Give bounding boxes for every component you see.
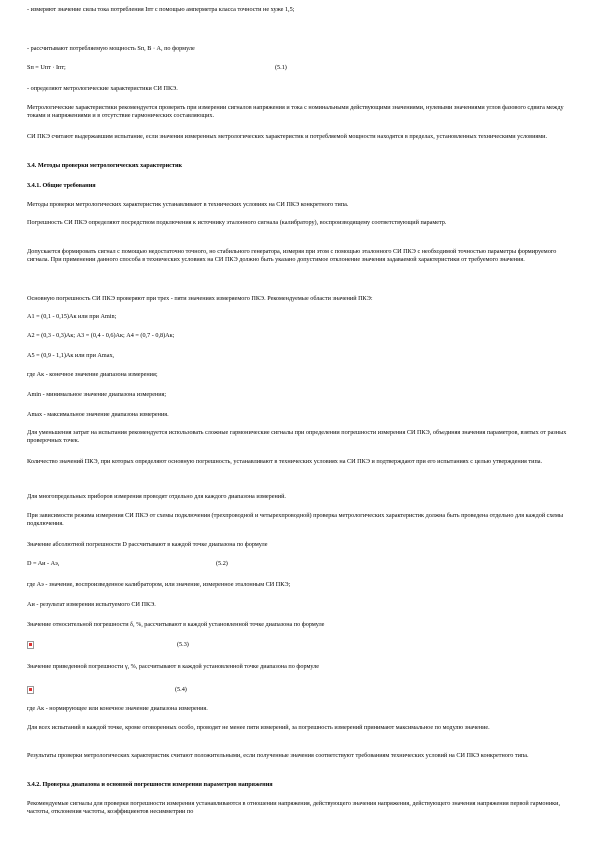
paragraph: СИ ПКЭ считают выдержавшим испытание, если значения измеренных метрологических характеристик и потребляемой мощности находятся в пределах, установленных техническими условиями. [27, 133, 548, 140]
paragraph: Допускается формировать сигнал с помощью недостаточно точного, но стабильного генератора, измеряя при этом с помощью эталонного СИ ПКЭ с необходимой точностью параметры формируемого сигнала. При применении данного способа в технических условиях на СИ ПКЭ должно быть указано допустимое отклонение значения задаваемой характеристики от требуемого значения. [27, 248, 557, 263]
equation-number: (5.3) [177, 641, 189, 648]
equation-text: Sп = Uпт · Iпт; [27, 64, 66, 71]
paragraph: Метрологические характеристики рекомендуется проверять при измерении сигналов напряжения и тока с номинальными действующими значениями, нулевыми значениями углов фазового сдвига между токами и напряжениями и в отсутствие гармонических составляющих. [27, 104, 564, 119]
paragraph: Aи - результат измерения испытуемого СИ ПКЭ. [27, 601, 156, 608]
paragraph: Значение абсолютной погрешности D рассчитывают в каждой точке диапазона по формуле [27, 541, 268, 548]
paragraph: Значение приведенной погрешности γ, %, рассчитывают в каждой установленной точке диапазона по формуле [27, 663, 320, 670]
paragraph: Значение относительной погрешности δ, %, рассчитывают в каждой установленной точке диапазона по формуле [27, 621, 325, 628]
paragraph: При зависимости режима измерения СИ ПКЭ от схемы подключения (трехпроводной и четырехпроводной) проверка метрологических характеристик должна быть проведена отдельно для каждой схемы подключения. [27, 512, 564, 527]
subsection-heading: 3.4.1. Общие требования [27, 182, 96, 189]
paragraph: Для уменьшения затрат на испытания рекомендуется использовать сложные гармонические сигналы при определении погрешности измерения СИ ПКЭ, объединяя значения параметров, взятых от разных проверочных точек. [27, 429, 567, 444]
section-heading: 3.4. Методы проверки метрологических характеристик [27, 162, 183, 169]
equation-5-4 [27, 686, 573, 695]
paragraph: - определяют метрологические характеристики СИ ПКЭ. [27, 85, 178, 92]
paragraph: Количество значений ПКЭ, при которых определяют основную погрешность, устанавливают в технических условиях на СИ ПКЭ и подтверждают при его испытаниях с целью утверждения типа. [27, 458, 543, 465]
paragraph: Amax - максимальное значение диапазона измерения. [27, 411, 169, 418]
equation-5-1 [27, 64, 573, 73]
formula-line: A5 = (0,9 - 1,1)Aк или при Amax, [27, 352, 115, 359]
paragraph: где Aк - нормирующее или конечное значение диапазона измерения. [27, 705, 208, 712]
paragraph: Результаты проверки метрологических характеристик считают положительными, если полученные значения соответствуют требованиям технических условий на СИ ПКЭ конкретного типа. [27, 752, 529, 759]
paragraph: где Aэ - значение, воспроизведенное калибратором, или значение, измеренное эталонным СИ ПКЭ; [27, 581, 291, 588]
paragraph: - измеряют значение силы тока потребления Iпт с помощью амперметра класса точности не хуже 1,5; [27, 6, 295, 13]
equation-5-3 [27, 641, 573, 650]
paragraph: Для многопредельных приборов измерения проводят отдельно для каждого диапазона измерений. [27, 493, 286, 500]
paragraph: Методы проверки метрологических характеристик устанавливают в технических условиях на СИ ПКЭ конкретного типа. [27, 201, 349, 208]
paragraph: Amin - минимальное значение диапазона измерения; [27, 391, 167, 398]
paragraph: - рассчитывают потребляемую мощность Sп, В · А, по формуле [27, 45, 195, 52]
equation-text: D = Aи - Aэ, [27, 560, 60, 567]
equation-number: (5.4) [175, 686, 187, 693]
formula-line: A1 = (0,1 - 0,15)Aк или при Amin; [27, 313, 117, 320]
broken-image-icon [27, 686, 34, 694]
equation-5-2 [27, 560, 573, 569]
paragraph: Рекомендуемые сигналы для проверки погрешности измерения устанавливаются в отношении напряжения, действующего значения напряжения, действующего значения напряжения первой гармоники, частоты, отклонения частоты, коэффициентов несимметрии по [27, 800, 561, 815]
broken-image-icon [27, 641, 34, 649]
formula-line: A2 = (0,3 - 0,3)Aк; A3 = (0,4 - 0,6)Aк; A4 = (0,7 - 0,8)Aк; [27, 332, 175, 339]
paragraph: Основную погрешность СИ ПКЭ проверяют при трех - пяти значениях измеряемого ПКЭ. Рекомендуемые области значений ПКЭ: [27, 295, 373, 302]
subsection-heading: 3.4.2. Проверка диапазона и основной погрешности измерения параметров напряжения [27, 781, 273, 788]
equation-number: (5.1) [275, 64, 287, 71]
equation-number: (5.2) [216, 560, 228, 567]
paragraph: Погрешность СИ ПКЭ определяют посредством подключения к источнику эталонного сигнала (калибратору), воспроизводящему соответствующий параметр. [27, 219, 447, 226]
paragraph: где Aк - конечное значение диапазона измерения; [27, 371, 158, 378]
paragraph: Для всех испытаний в каждой точке, кроме оговоренных особо, проводят не менее пяти измерений, за погрешность измерений принимают максимальное по модулю значение. [27, 724, 490, 731]
